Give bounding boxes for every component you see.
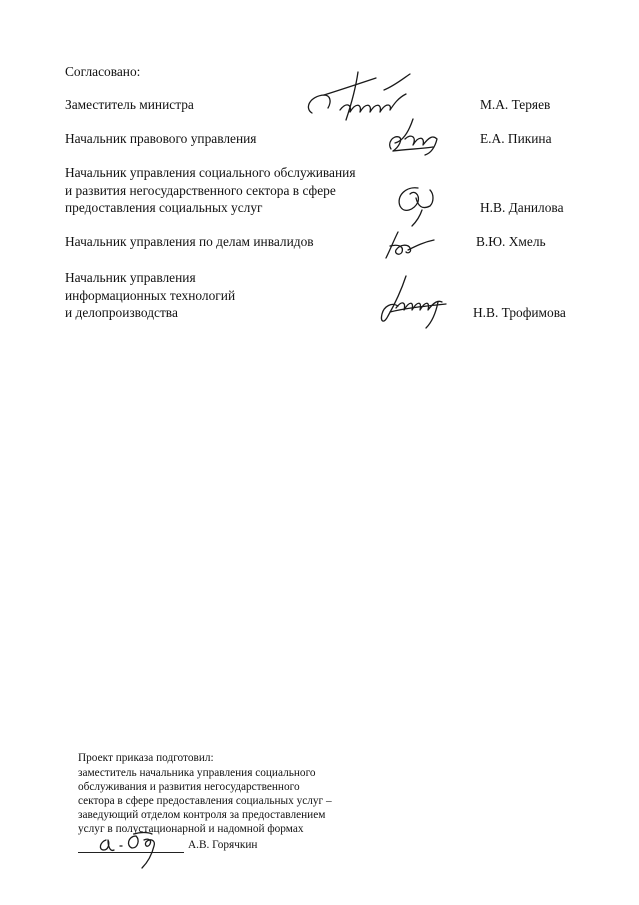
signatory-name-4: В.Ю. Хмель — [476, 234, 546, 249]
position-row-3-line-3: предоставления социальных услуг — [65, 200, 263, 215]
signatory-name-2: Е.А. Пикина — [480, 131, 552, 146]
position-row-5-line-2: информационных технологий — [65, 288, 236, 303]
prepared-by-heading: Проект приказа подготовил: — [78, 752, 214, 764]
position-row-3-line-2: и развития негосударственного сектора в сфере — [65, 183, 336, 198]
prepared-by-line-4: заведующий отделом контроля за предоставлением — [78, 809, 326, 821]
handwritten-signature-5 — [376, 272, 456, 330]
position-row-2: Начальник правового управления — [65, 131, 257, 146]
prepared-by-line-5: услуг в полустационарной и надомной формах — [78, 823, 304, 835]
signatory-name-3: Н.В. Данилова — [480, 200, 564, 215]
handwritten-signature-2 — [383, 113, 443, 158]
position-row-4: Начальник управления по делам инвалидов — [65, 234, 314, 249]
prepared-by-line-2: обслуживания и развития негосударственного — [78, 781, 300, 793]
signatory-name-5: Н.В. Трофимова — [473, 305, 566, 320]
prepared-by-name: А.В. Горячкин — [188, 839, 258, 851]
handwritten-signature-4 — [380, 228, 440, 264]
handwritten-signature-prepared-by — [92, 826, 172, 870]
approval-heading: Согласовано: — [65, 64, 141, 79]
position-row-1: Заместитель министра — [65, 97, 194, 112]
prepared-by-line-1: заместитель начальника управления социального — [78, 767, 316, 779]
prepared-by-line-3: сектора в сфере предоставления социальных услуг – — [78, 795, 332, 807]
position-row-5-line-1: Начальник управления — [65, 270, 196, 285]
handwritten-signature-3 — [392, 180, 442, 228]
signatory-name-1: М.А. Теряев — [480, 97, 551, 112]
position-row-3-line-1: Начальник управления социального обслуживания — [65, 165, 356, 180]
position-row-5-line-3: и делопроизводства — [65, 305, 178, 320]
